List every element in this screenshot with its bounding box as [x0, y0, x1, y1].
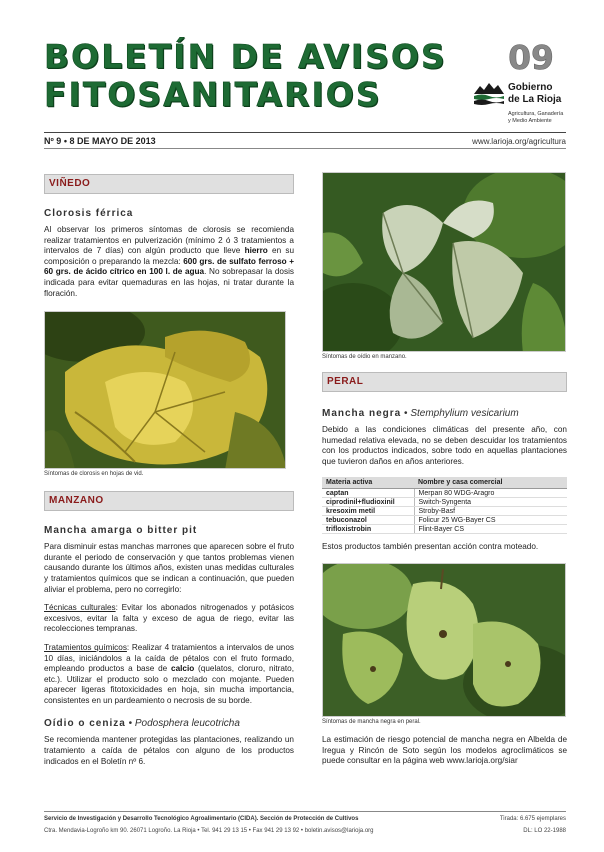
pear-fruit-image [323, 564, 566, 717]
table-row [322, 507, 567, 516]
section-peral-label: PERAL [327, 376, 364, 387]
oidio-paragraph: Se recomienda mantener protegidas las plantaciones, realizando un tratamiento a caída de pétalos con alguno de los productos indicados en el Boletín nº 6. [44, 735, 294, 766]
mancha-negra-heading [322, 408, 567, 419]
title-line-2: FITOSANITARIOS [44, 75, 382, 114]
riesgo-paragraph: La estimación de riesgo potencial de mancha negra en Albelda de Iregua y Rincón de Soto según los modelos agroclimáticos se puede consultar en la página web www.larioja.org/siar [322, 734, 567, 766]
bulletin-title [44, 38, 484, 114]
products-table-header [322, 477, 567, 489]
table-cell-materia: kresoxim metil [322, 507, 414, 516]
issue-label: Nº 9 [44, 136, 62, 146]
apple-oidium-photo [322, 172, 566, 352]
tratamientos-quimicos-label: Tratamientos químicos [44, 642, 127, 652]
mancha-negra-title: Mancha negra [322, 408, 402, 419]
footer-print-run: Tirada: 6.675 ejemplares [499, 816, 566, 822]
tratamientos-text-c: (quelatos, cloruro, nitrato, etc.). Utilizar el producto solo o mezclado con mojante. Pueden aparecer ligeras fitotoxicidades en hoja, sin mucha importancia, consistentes en un pardeamiento o necrosis de su borde. [44, 664, 294, 705]
table-row [322, 489, 567, 498]
after-table-note: Estos productos también presentan acción contra moteado. [322, 542, 539, 552]
clorosis-text-c: en su composición o preparando la mezcla: [44, 246, 294, 266]
clorosis-paragraph [44, 225, 294, 299]
header-rule-bottom [44, 148, 566, 149]
section-manzano-label: MANZANO [49, 495, 104, 507]
section-manzano [44, 491, 294, 511]
footer-contact: Ctra. Mendavia-Logroño km 90. 26071 Logroño. La Rioja • Tel. 941 29 13 15 • Fax 941 29 13 92 • boletin.avisos@larioja.org [44, 828, 374, 834]
table-row [322, 525, 567, 534]
table-cell-nombre: Flint-Bayer CS [414, 525, 567, 534]
clorosis-mix: 600 grs. de sulfato ferroso + 60 grs. de ácido cítrico en 100 l. de agua [44, 256, 294, 277]
masthead [44, 37, 564, 124]
clorosis-heading: Clorosis férrica [44, 208, 134, 219]
clorosis-text-e: . No sobrepasar la dosis indicada para evitar quemaduras en las hojas, ni tratar durante la floración. [44, 267, 294, 298]
apple-photo-caption: Síntomas de oídio en manzano. [322, 354, 407, 360]
tecnicas-culturales-text: : Evitar los abonados nitrogenados y potásicos excesivos, evitar la falta y exceso de agua de riego, evitar las recolecciones tempranas. [44, 603, 294, 634]
table-cell-nombre: Stroby-Basf [414, 507, 567, 516]
tratamientos-quimicos-paragraph [44, 643, 294, 707]
header-rule-top [44, 132, 566, 133]
table-row [322, 498, 567, 507]
logo-name-line-1: Gobierno [508, 82, 553, 93]
footer-legal-deposit: DL: LO 22-1988 [523, 828, 566, 834]
right-column [322, 174, 567, 767]
tecnicas-culturales-label: Técnicas culturales [44, 603, 116, 613]
gobierno-la-rioja-logo [474, 78, 570, 126]
tecnicas-culturales-paragraph [44, 603, 294, 635]
table-cell-materia: captan [322, 489, 414, 498]
logo-dept-line-2: y Medio Ambiente [508, 117, 552, 124]
oidio-scientific-name: Podosphera leucotricha [134, 718, 240, 730]
left-column [44, 174, 294, 767]
clorosis-hierro: hierro [244, 246, 268, 256]
tratamientos-calcio: calcio [171, 664, 195, 674]
table-cell-nombre: Switch-Syngenta [414, 498, 567, 507]
mancha-negra-scientific-name: Stemphylium vesicarium [410, 408, 519, 419]
logo-dept-line-1: Agricultura, Ganadería [508, 111, 564, 117]
table-cell-materia: ciprodinil+fludioxinil [322, 498, 414, 507]
col-materia-activa: Materia activa [322, 477, 414, 489]
table-cell-nombre: Folicur 25 WG-Bayer CS [414, 516, 567, 525]
logo-name-line-2: de La Rioja [508, 94, 562, 105]
section-vinedo-label: VIÑEDO [49, 178, 91, 189]
apple-leaves-image [323, 173, 566, 352]
oidio-heading [44, 718, 294, 729]
mancha-negra-paragraph: Debido a las condiciones climáticas del presente año, con humedad relativa elevada, no se deben descuidar los tratamientos con los productos indicados, sobre todo en aquellas plantaciones que tuvieron daños en años anteriores. [322, 425, 567, 466]
table-cell-nombre: Merpan 80 WDG-Aragro [414, 489, 567, 498]
vine-leaf-image [45, 312, 286, 469]
table-cell-materia: trifloxistrobin [322, 525, 414, 534]
tratamientos-text-a: : Realizar 4 tratamientos a intervalos de unos 10 días, iniciándolos a la caída de pétalos con el fruto formado, empleando productos a base de [44, 642, 295, 674]
la-rioja-emblem-icon [474, 80, 504, 106]
section-vinedo [44, 174, 294, 194]
website-link[interactable]: www.larioja.org/agricultura [472, 137, 566, 146]
table-cell-materia: tebuconazol [322, 516, 414, 525]
col-nombre-casa: Nombre y casa comercial [414, 477, 567, 489]
oidio-title: Oídio o ceniza [44, 718, 126, 730]
logo-department [508, 111, 572, 124]
section-peral [322, 372, 567, 392]
title-line-1: BOLETÍN DE AVISOS [44, 37, 447, 76]
pear-black-spot-photo [322, 563, 566, 717]
bitter-pit-heading: Mancha amarga o bitter pit [44, 525, 198, 537]
vine-photo-caption: Síntomas de clorosis en hojas de vid. [44, 471, 144, 478]
footer-institution: Servicio de Investigación y Desarrollo Tecnológico Agroalimentario (CIDA). Sección de Protección de Cultivos [44, 816, 359, 822]
oidio-bullet: • [125, 718, 135, 730]
products-table [322, 477, 567, 534]
mancha-negra-bullet: • [401, 408, 411, 419]
issue-number: 09 [508, 38, 554, 77]
bitter-pit-paragraph: Para disminuir estas manchas marrones que aparecen sobre el fruto durante el periodo de conservación y que tantos problemas vienen causando durante los últimos años, existen unas medidas culturales y tratamientos químicos que se indican a continuación, que pueden aliviar el problema, pero no corregirlo: [44, 542, 294, 594]
logo-name [508, 82, 570, 106]
pear-photo-caption: Síntomas de mancha negra en peral. [322, 718, 421, 725]
bullet-separator: • [63, 136, 70, 146]
clorosis-text-a: Al observar los primeros síntomas de clorosis se recomienda realizar tratamientos en pulverización (mínimo 2 ó 3 tratamientos a intervalos de 7 días) con algún producto que lleve [44, 225, 294, 256]
issue-line [44, 136, 156, 146]
issue-date: 8 DE MAYO DE 2013 [69, 136, 156, 146]
table-row [322, 516, 567, 525]
vine-chlorosis-photo [44, 311, 286, 469]
footer [44, 811, 566, 834]
